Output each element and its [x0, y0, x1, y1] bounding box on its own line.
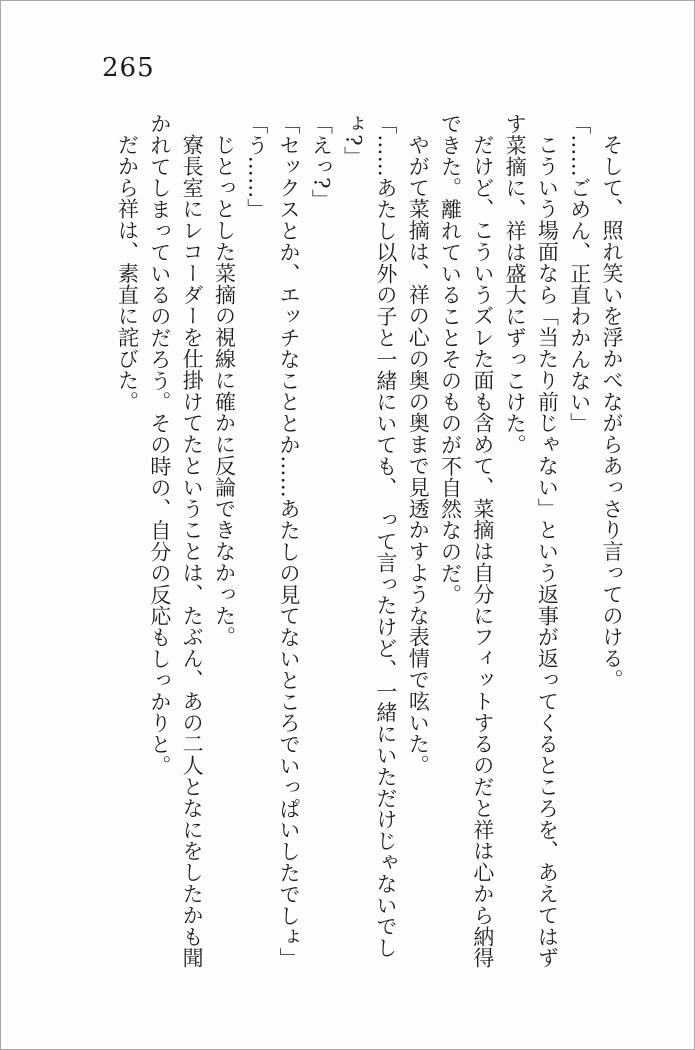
paragraph: 「セックスとか、エッチなこととか……あたしの見てないところでいっぱいしたでしょ」 [277, 113, 302, 969]
paragraph: 「えっ?」 [309, 113, 334, 211]
paragraph: 寮長室にレコーダーを仕掛けてたということは、たぶん、あの二人となにをしたかも聞かれてしまっているのだろう。その時の、自分の反応もしっかりと。 [147, 113, 205, 969]
paragraph: こういう場面なら「当たり前じゃない」という返事が返ってくるところを、あえてはずす菜摘に、祥は盛大にずっこけた。 [503, 113, 560, 969]
paragraph: やがて菜摘は、祥の心の奥の奥まで見透かすような表情で呟いた。 [406, 134, 431, 776]
paragraph: 「……ごめん、正直わかんない」 [567, 113, 592, 434]
paragraph: 「う……」 [244, 113, 269, 220]
text-block [78, 113, 628, 987]
paragraph: だから祥は、素直に詫びた。 [115, 134, 140, 413]
page-number: 265 [102, 53, 155, 83]
paragraph: だけど、こういうズレた面も含めて、菜摘は自分にフィットするのだと祥は心から納得できた。離れていることそのものが不自然なのだ。 [438, 113, 495, 969]
paragraph: そして、照れ笑いを浮かべながらあっさり言ってのける。 [600, 134, 624, 691]
paragraph: 「……あたし以外の子と一緒にいても、 って言ったけど、一緒にいただけじゃないでしょ?」 [341, 113, 398, 959]
paragraph: じとっとした菜摘の視線に確かに反論できなかった。 [212, 134, 237, 648]
